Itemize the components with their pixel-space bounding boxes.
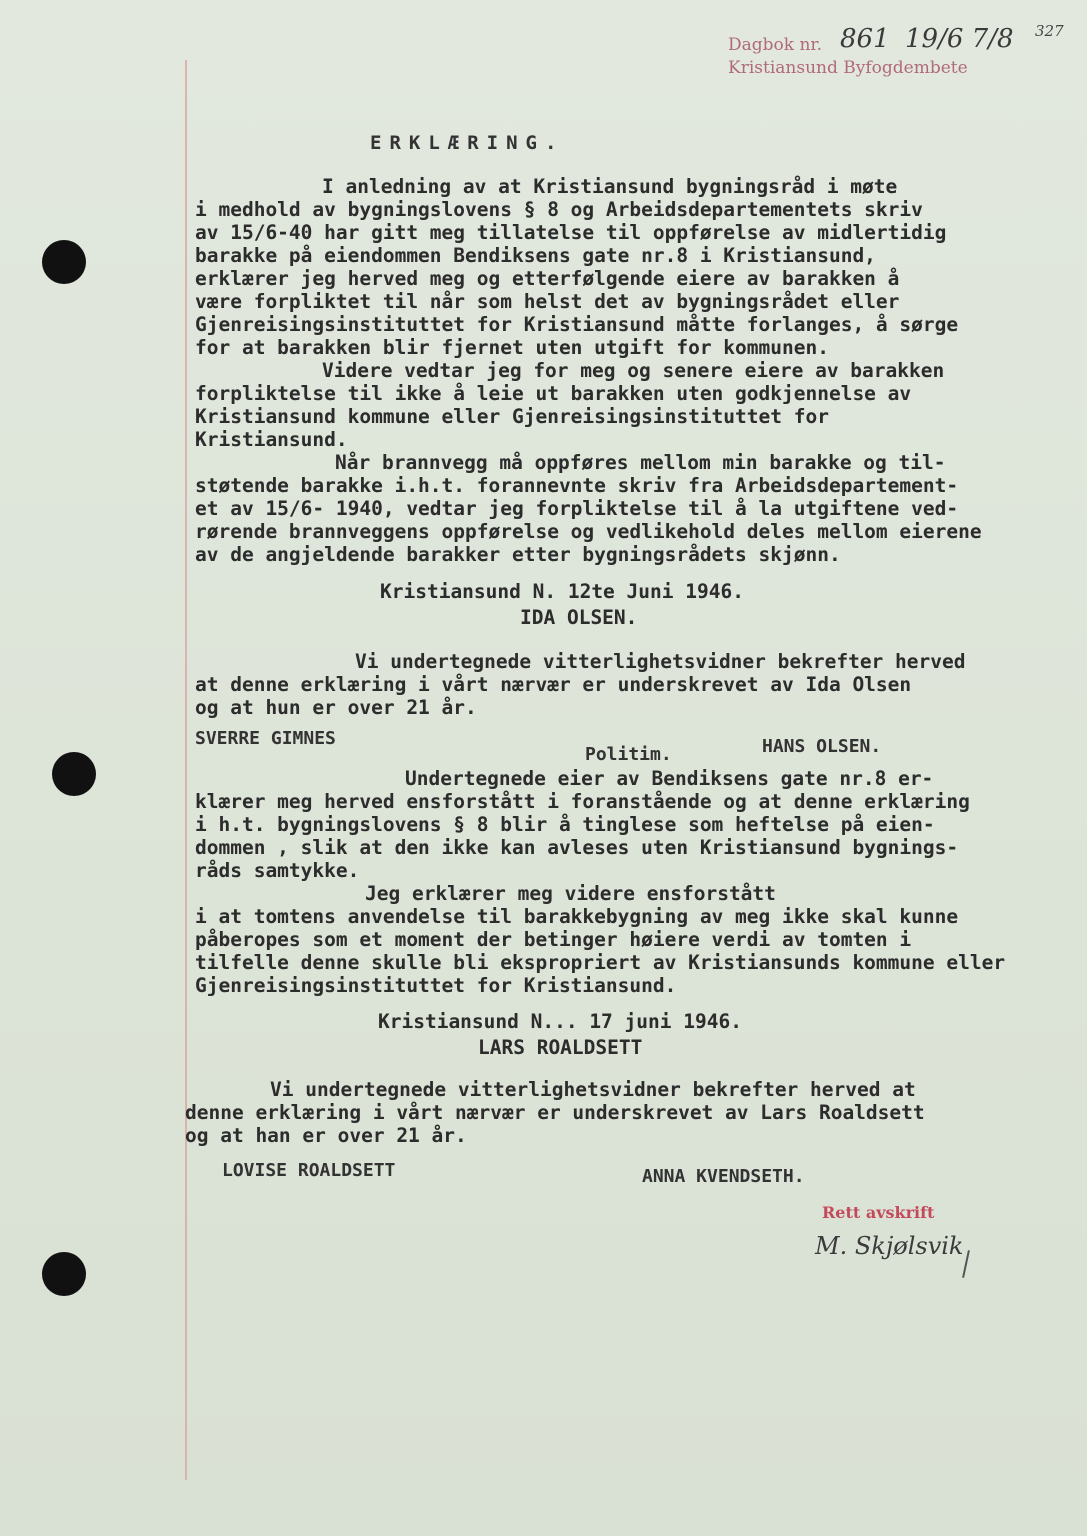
text-line: barakke på eiendommen Bendiksens gate nr.8 i Kristiansund, [195,244,876,267]
dagbok-number: 861 [840,24,890,54]
text-line: Jeg erklærer meg videre ensforstått [365,882,776,905]
text-line: rørende brannveggens oppførelse og vedlikehold deles mellom eierene [195,520,982,543]
text-line: i medhold av bygningslovens § 8 og Arbeidsdepartementets skriv [195,198,923,221]
dagbok-stamp-label: Dagbok nr. [728,35,823,55]
text-line: tilfelle denne skulle bli ekspropriert av Kristiansunds kommune eller [195,951,1006,974]
date-line-2: Kristiansund N... 17 juni 1946. [378,1010,742,1033]
text-line: støtende barakke i.h.t. forannevnte skriv fra Arbeidsdepartement- [195,474,959,497]
text-line: dommen , slik at den ikke kan avleses uten Kristiansund bygnings- [195,836,959,859]
text-line: et av 15/6- 1940, vedtar jeg forpliktelse til å la utgiftene ved- [195,497,959,520]
witness-1b: HANS OLSEN. [762,736,882,757]
text-line: erklærer jeg herved meg og etterfølgende eiere av barakken å [195,267,900,290]
text-line: Vi undertegnede vitterlighetsvidner bekrefter herved at [270,1078,916,1101]
text-line: Når brannvegg må oppføres mellom min barakke og til- [335,451,946,474]
margin-line [185,60,187,1480]
text-line: av 15/6-40 har gitt meg tillatelse til oppførelse av midlertidig [195,221,947,244]
witness-2a: LOVISE ROALDSETT [222,1160,396,1181]
text-line: Gjenreisingsinstituttet for Kristiansund. [195,974,677,997]
text-line: at denne erklæring i vårt nærvær er underskrevet av Ida Olsen [195,673,912,696]
text-line: og at han er over 21 år. [185,1124,467,1147]
punch-hole-bottom [42,1252,86,1296]
witness-2b: ANNA KVENDSETH. [642,1166,805,1187]
dagbok-date: 19/6 7/8 [905,24,1014,54]
text-line: denne erklæring i vårt nærvær er underskrevet av Lars Roaldsett [185,1101,925,1124]
witness-1a: SVERRE GIMNES [195,728,336,749]
page-number: 327 [1035,22,1064,40]
certification-signature: M. Skjølsvik [815,1232,964,1260]
certification-stamp: Rett avskrift [822,1203,935,1222]
signer-2: LARS ROALDSETT [478,1036,643,1059]
text-line: forpliktelse til ikke å leie ut barakken uten godkjennelse av [195,382,912,405]
signer-1: IDA OLSEN. [520,606,638,629]
text-line: i at tomtens anvendelse til barakkebygning av meg ikke skal kunne [195,905,959,928]
text-line: i h.t. bygningslovens § 8 blir å tinglese som heftelse på eien- [195,813,935,836]
office-stamp: Kristiansund Byfogdembete [728,58,968,78]
text-line: klærer meg herved ensforstått i foranstående og at denne erklæring [195,790,970,813]
text-line: I anledning av at Kristiansund bygningsråd i møte [322,175,898,198]
text-line: Gjenreisingsinstituttet for Kristiansund måtte forlanges, å sørge [195,313,959,336]
text-line: Vi undertegnede vitterlighetsvidner bekrefter herved [355,650,966,673]
text-line: for at barakken blir fjernet uten utgift for kommunen. [195,336,829,359]
document-heading: ERKLÆRING. [370,132,565,154]
text-line: være forpliktet til når som helst det av bygningsrådet eller [195,290,900,313]
text-line: av de angjeldende barakker etter bygningsrådets skjønn. [195,543,841,566]
text-line: Kristiansund kommune eller Gjenreisingsinstituttet for [195,405,829,428]
text-line: og at hun er over 21 år. [195,696,477,719]
text-line: Videre vedtar jeg for meg og senere eiere av barakken [322,359,945,382]
witness-1a-title: Politim. [585,744,672,765]
punch-hole-top [42,240,86,284]
text-line: Kristiansund. [195,428,348,451]
punch-hole-middle [52,752,96,796]
date-line-1: Kristiansund N. 12te Juni 1946. [380,580,744,603]
text-line: Undertegnede eier av Bendiksens gate nr.8 er- [405,767,934,790]
text-line: påberopes som et moment der betinger høiere verdi av tomten i [195,928,912,951]
text-line: råds samtykke. [195,859,360,882]
